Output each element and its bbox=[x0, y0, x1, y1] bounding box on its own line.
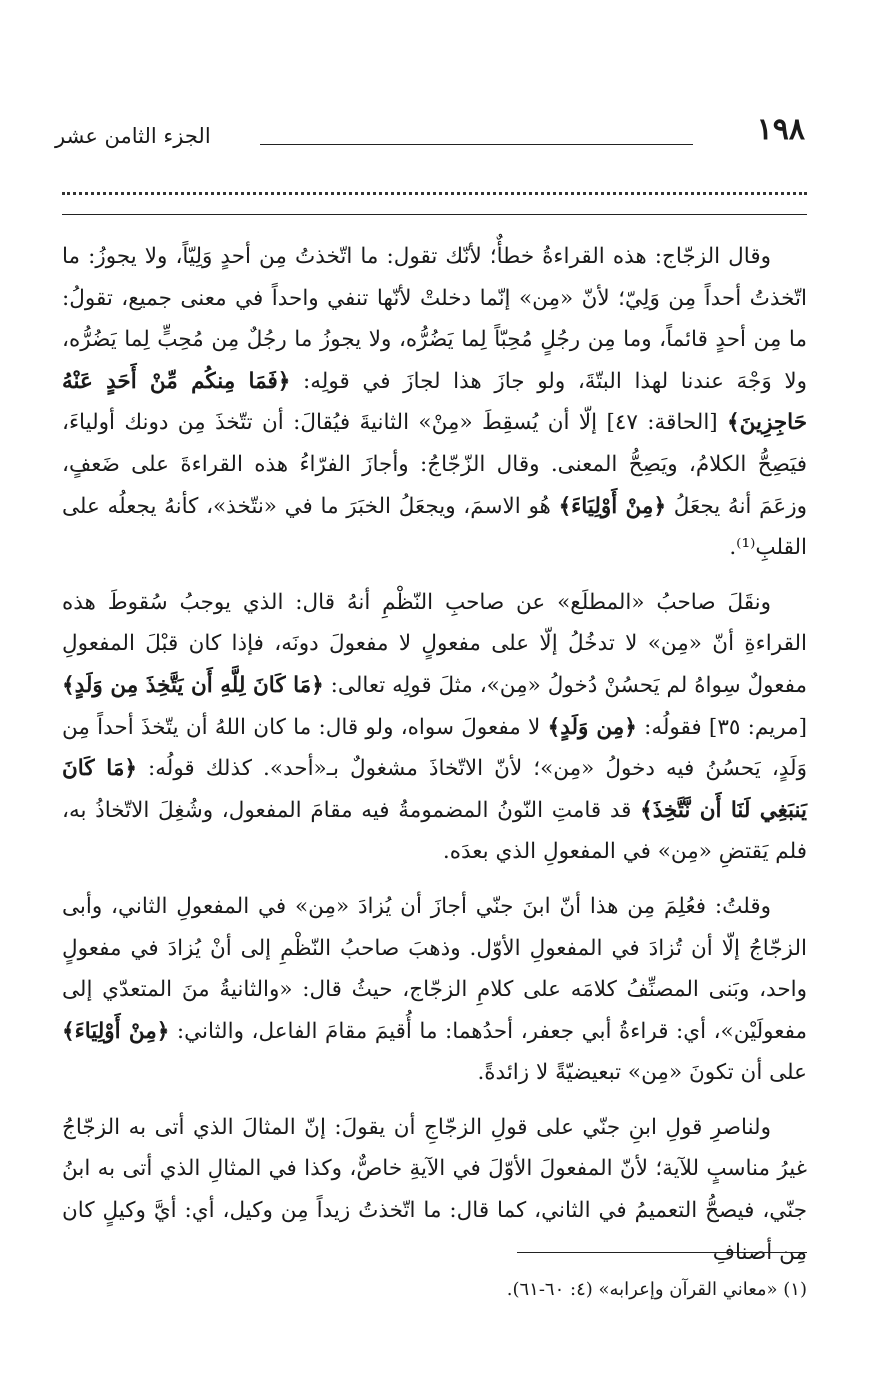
text-segment: ونقَلَ صاحبُ «المطلَع» عن صاحبِ النّظْمِ أنهُ قال: الذي يوجبُ سُقوطَ هذه القراءةِ أنّ «مِن» لا تدخُلُ إلّا على مفعولٍ لا مفعولَ دونَه، فإذا كان قبْلَ المفعولِ مفعولٌ سِواهُ لم يَحسُنْ دُخولُ «مِن»، مثلَ قولِه تعالى: bbox=[62, 589, 807, 698]
volume-title: الجزء الثامن عشر bbox=[55, 124, 211, 148]
text-segment: وقال الزجّاج: هذه القراءةُ خطأٌ؛ لأنّك تقول: ما اتّخذتُ مِن أحدٍ وَلِيّاً، ولا يجوزُ: ما اتّخذتُ أحداً مِن وَلِيّ؛ لأنّ «مِن» إنّما دخلتْ لأنّها تنفي واحداً في معنى جميع، تقولُ: ما مِن أحدٍ قائماً، وما مِن رجُلٍ مُحِبّاً لِما يَضُرُّه، ولا يجوزُ ما رجُلٌ مِن مُحِبٍّ لِما يَضُرُّه، ولا وَجْهَ عندنا لهذا البتّةَ، ولو جازَ هذا لجازَ في قولِه: bbox=[62, 244, 807, 394]
quran-verse: ﴿مَا كَانَ لِلَّهِ أَن يَتَّخِذَ مِن وَلَدٍ﴾ bbox=[62, 672, 324, 698]
quran-verse: ﴿مِنْ أَوْلِيَاءَ﴾ bbox=[62, 1018, 170, 1044]
paragraph-4 bbox=[62, 1107, 807, 1273]
text-segment: ولناصرِ قولِ ابنِ جنّي على قولِ الزجّاجِ أن يقولَ: إنّ المثالَ الذي أتى به الزجّاجُ غيرُ مناسبٍ للآية؛ لأنّ المفعولَ الأوّلَ في الآيةِ خاصٌّ، وكذا في المثالِ الذي أتى به ابنُ جنّي، فيصحُّ التعميمُ في الثاني، كما قال: ما اتّخذتُ زيداً مِن وكيل، أي: أيَّ وكيلٍ كان مِن أصنافِ bbox=[62, 1114, 807, 1265]
text-segment: [مريم: ٣٥] فقولُه: bbox=[636, 714, 807, 740]
text-segment: [الحاقة: ٤٧] إلّا أن يُسقِطَ «مِنْ» الثانيةَ فيُقالَ: أن تتّخذَ مِن دونك أولياءَ، فيَصِحُّ الكلامُ، ويَصِحُّ المعنى. وقال الزّجّاجُ: وأجازَ الفرّاءُ هذه القراءةَ على ضَعفٍ، وزعَمَ أنهُ يجعَلُ bbox=[62, 410, 807, 519]
quran-verse: ﴿مَا كَانَ يَنبَغِي لَنَا أَن نَّتَّخِذَ﴾ bbox=[62, 756, 807, 823]
dotted-separator bbox=[62, 192, 807, 195]
paragraph-3 bbox=[62, 886, 807, 1094]
footnote: (١) «معاني القرآن وإعرابه» (٤: ٦٠-٦١). bbox=[506, 1279, 807, 1300]
page-header bbox=[55, 112, 805, 160]
quran-verse: ﴿فَمَا مِنكُم مِّنْ أَحَدٍ عَنْهُ حَاجِزِينَ﴾ bbox=[62, 368, 807, 436]
page-number: ١٩٨ bbox=[756, 112, 805, 147]
header-rule bbox=[260, 144, 693, 145]
text-segment: هُو الاسمَ، ويجعَلُ الخبَرَ ما في «نتّخذ»، كأنهُ يجعلُه على القلبِ⁽¹⁾. bbox=[62, 493, 807, 561]
text-segment: لا مفعولَ سواه، ولو قال: ما كان اللهُ أن يتّخذَ أحداً مِن وَلَدٍ، يَحسُنُ فيه دخولُ «مِن»؛ لأنّ الاتّخاذَ مشغولٌ بـ«أحد». كذلك قولُه: bbox=[62, 714, 807, 782]
solid-separator bbox=[62, 214, 807, 215]
quran-verse: ﴿مِنْ أَوْلِيَاءَ﴾ bbox=[558, 493, 667, 519]
paragraph-2 bbox=[62, 582, 807, 873]
text-segment: على أن تكونَ «مِن» تبعيضيّةً لا زائدةً. bbox=[477, 1060, 807, 1086]
quran-verse: ﴿مِن وَلَدٍ﴾ bbox=[547, 714, 637, 740]
footnote-rule bbox=[517, 1252, 807, 1253]
text-segment: قد قامتِ النّونُ المضمومةُ فيه مقامَ المفعول، وشُغِلَ الاتّخاذُ به، فلم يَقتضِ «مِن» في المفعولِ الذي بعدَه. bbox=[62, 797, 807, 865]
main-text bbox=[62, 236, 807, 1286]
text-segment: وقلتُ: فعُلِمَ مِن هذا أنّ ابنَ جنّي أجازَ أن يُزادَ «مِن» في المفعولِ الثاني، وأبى الزجّاجُ إلّا أن تُزادَ في المفعولِ الأوّل. وذهبَ صاحبُ النّظْمِ إلى أنْ يُزادَ في مفعولٍ واحد، وبَنى المصنِّفُ كلامَه على كلامِ الزجّاج، حيثُ قال: «والثانيةُ منَ المتعدّي إلى مفعولَيْن»، أي: قراءةُ أبي جعفر، أحدُهما: ما أُقيمَ مقامَ الفاعل، والثاني: bbox=[62, 893, 807, 1044]
paragraph-1 bbox=[62, 236, 807, 569]
